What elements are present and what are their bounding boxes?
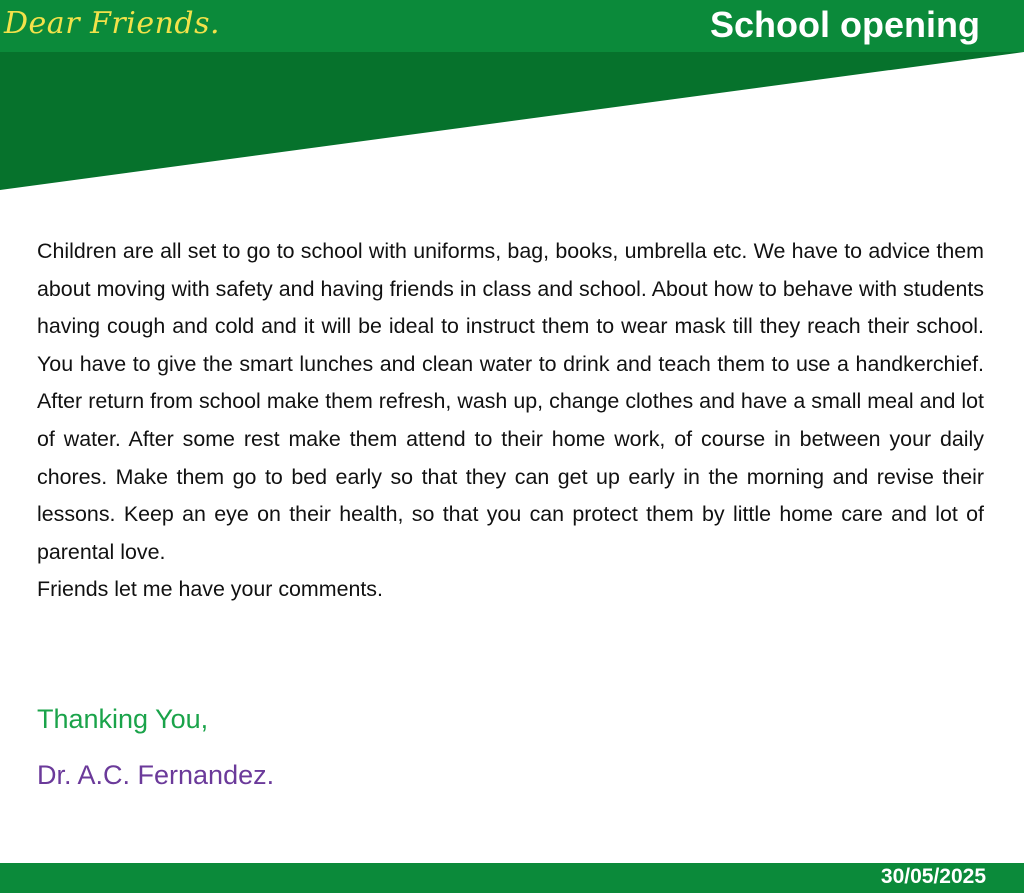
page-title: School opening: [710, 4, 980, 45]
letter-body: [37, 233, 984, 609]
signature: Dr. A.C. Fernandez.: [37, 760, 275, 790]
closing-line: Thanking You,: [37, 704, 209, 734]
comment-request: Friends let me have your comments.: [37, 577, 383, 602]
footer-date: 30/05/2025: [880, 865, 986, 888]
body-paragraph: Children are all set to go to school with uniforms, bag, books, umbrella etc. We have to advice them about moving with safety and having friends in class and school. About how to behave with students having cough and cold and it will be ideal to instruct them to wear mask till they reach their school. You have to give the smart lunches and clean water to drink and teach them to use a handkerchief. After return from school make them refresh, wash up, change clothes and have a small meal and lot of water. After some rest make them attend to their home work, of course in between your daily chores. Make them go to bed early so that they can get up early in the morning and revise their lessons. Keep an eye on their health, so that you can protect them by little home care and lot of parental love.: [37, 239, 984, 564]
footer-band: [0, 863, 1024, 893]
greeting: Dear Friends.: [4, 6, 221, 41]
